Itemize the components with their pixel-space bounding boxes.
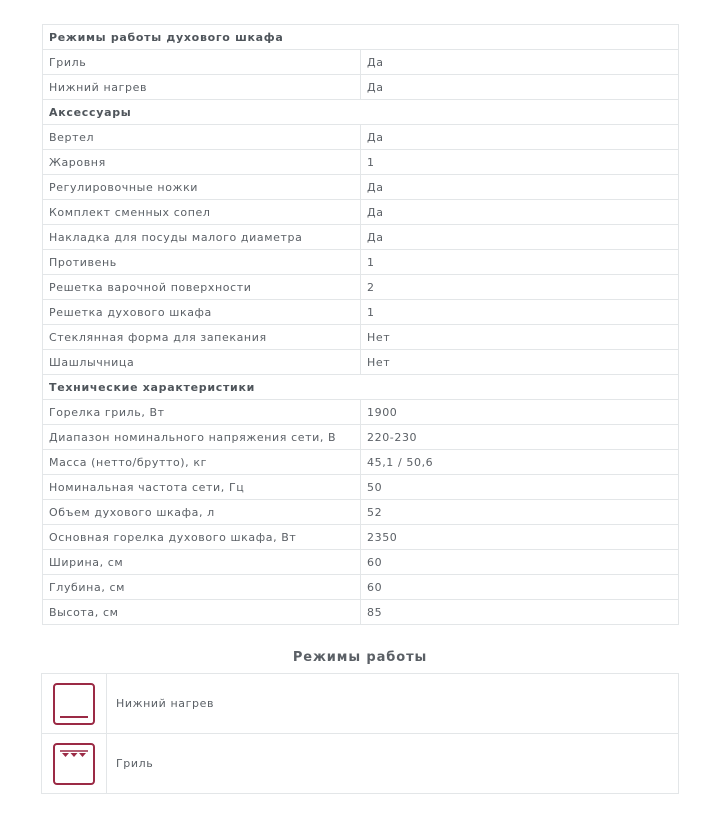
table-row (43, 425, 679, 450)
table-row (43, 225, 679, 250)
spec-value: 45,1 / 50,6 (361, 450, 679, 475)
table-row (43, 550, 679, 575)
spec-value: Да (361, 125, 679, 150)
spec-name: Номинальная частота сети, Гц (43, 475, 361, 500)
table-row (43, 150, 679, 175)
spec-value: 1 (361, 150, 679, 175)
spec-name: Высота, см (43, 600, 361, 625)
section-header-oven-modes (43, 25, 679, 50)
spec-name: Нижний нагрев (43, 75, 361, 100)
spec-value: 52 (361, 500, 679, 525)
spec-value: 2 (361, 275, 679, 300)
spec-name: Накладка для посуды малого диаметра (43, 225, 361, 250)
mode-row-bottom-heat (42, 674, 679, 734)
table-row (43, 275, 679, 300)
specifications-table (42, 24, 679, 625)
section-header-accessories (43, 100, 679, 125)
modes-table (41, 673, 679, 794)
section-header-technical (43, 375, 679, 400)
spec-name: Стеклянная форма для запекания (43, 325, 361, 350)
spec-name: Решетка варочной поверхности (43, 275, 361, 300)
grill-icon (52, 742, 96, 786)
spec-value: 85 (361, 600, 679, 625)
spec-name: Регулировочные ножки (43, 175, 361, 200)
table-row (43, 575, 679, 600)
table-row (43, 400, 679, 425)
table-row (43, 200, 679, 225)
spec-name: Горелка гриль, Вт (43, 400, 361, 425)
spec-value: 60 (361, 575, 679, 600)
spec-value: 50 (361, 475, 679, 500)
spec-name: Масса (нетто/брутто), кг (43, 450, 361, 475)
mode-row-grill (42, 734, 679, 794)
spec-value: Да (361, 175, 679, 200)
spec-value: 2350 (361, 525, 679, 550)
section-title: Технические характеристики (43, 375, 679, 400)
spec-name: Вертел (43, 125, 361, 150)
spec-name: Основная горелка духового шкафа, Вт (43, 525, 361, 550)
spec-value: Да (361, 50, 679, 75)
spec-name: Диапазон номинального напряжения сети, В (43, 425, 361, 450)
spec-name: Шашлычница (43, 350, 361, 375)
table-row (43, 350, 679, 375)
spec-value: Да (361, 75, 679, 100)
spec-value: 220-230 (361, 425, 679, 450)
table-row (43, 600, 679, 625)
spec-name: Решетка духового шкафа (43, 300, 361, 325)
table-row (43, 250, 679, 275)
table-row (43, 75, 679, 100)
table-row (43, 50, 679, 75)
section-title: Аксессуары (43, 100, 679, 125)
mode-icon-cell (42, 734, 107, 794)
spec-value: Да (361, 200, 679, 225)
table-row (43, 450, 679, 475)
bottom-heat-icon (52, 682, 96, 726)
spec-name: Ширина, см (43, 550, 361, 575)
table-row (43, 500, 679, 525)
spec-value: 1 (361, 250, 679, 275)
table-row (43, 475, 679, 500)
spec-name: Комплект сменных сопел (43, 200, 361, 225)
spec-name: Жаровня (43, 150, 361, 175)
spec-name: Гриль (43, 50, 361, 75)
section-title: Режимы работы духового шкафа (43, 25, 679, 50)
spec-value: 1 (361, 300, 679, 325)
spec-value: Да (361, 225, 679, 250)
spec-name: Противень (43, 250, 361, 275)
mode-icon-cell (42, 674, 107, 734)
spec-value: 1900 (361, 400, 679, 425)
table-row (43, 175, 679, 200)
spec-value: Нет (361, 350, 679, 375)
mode-label: Нижний нагрев (107, 674, 679, 734)
table-row (43, 125, 679, 150)
spec-value: 60 (361, 550, 679, 575)
spec-value: Нет (361, 325, 679, 350)
mode-label: Гриль (107, 734, 679, 794)
table-row (43, 525, 679, 550)
spec-name: Объем духового шкафа, л (43, 500, 361, 525)
table-row (43, 300, 679, 325)
modes-title: Режимы работы (292, 650, 428, 665)
table-row (43, 325, 679, 350)
spec-name: Глубина, см (43, 575, 361, 600)
